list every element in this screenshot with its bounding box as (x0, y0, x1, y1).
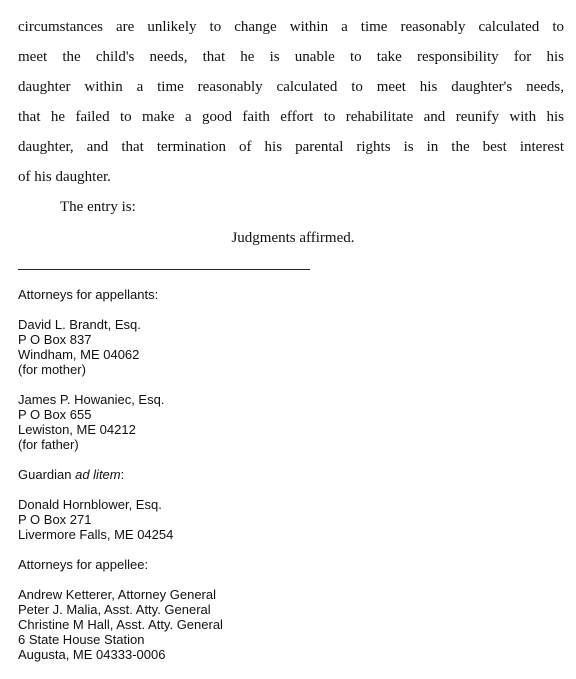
disposition: Judgments affirmed. (231, 230, 355, 246)
guardian-heading-suffix: : (120, 467, 125, 482)
guardian-heading-italic: ad litem (75, 467, 121, 482)
counsel-name: James P. Howaniec, Esq. (18, 392, 165, 407)
guardian-block (18, 497, 438, 542)
guardian-heading (18, 467, 438, 482)
counsel-address: Livermore Falls, ME 04254 (18, 527, 174, 542)
counsel-address: P O Box 837 (18, 332, 92, 347)
counsel-address: Lewiston, ME 04212 (18, 422, 136, 437)
counsel-name: David L. Brandt, Esq. (18, 317, 141, 332)
counsel-block-mother (18, 317, 438, 377)
counsel-line: 6 State House Station (18, 632, 145, 647)
appellants-heading: Attorneys for appellants: (18, 287, 159, 302)
paragraph-line: that he failed to make a good faith effort to rehabilitate and reunify with his (18, 109, 564, 125)
guardian-heading-prefix: Guardian (18, 467, 76, 482)
opinion-paragraph (18, 12, 564, 192)
counsel-line: Peter J. Malia, Asst. Atty. General (18, 602, 211, 617)
appellee-block (18, 587, 438, 662)
entry-label: The entry is: (60, 199, 136, 215)
paragraph-line: daughter within a time reasonably calculated to meet his daughter's needs, (18, 79, 564, 95)
counsel-address: Windham, ME 04062 (18, 347, 140, 362)
appellee-heading: Attorneys for appellee: (18, 557, 149, 572)
paragraph-line: meet the child's needs, that he is unable to take responsibility for his (18, 49, 564, 65)
counsel-line: Augusta, ME 04333-0006 (18, 647, 166, 662)
counsel-address: P O Box 271 (18, 512, 92, 527)
counsel-line: Andrew Ketterer, Attorney General (18, 587, 216, 602)
counsel-role: (for mother) (18, 362, 86, 377)
counsel-block-father (18, 392, 438, 452)
counsel-line: Christine M Hall, Asst. Atty. General (18, 617, 223, 632)
paragraph-line: of his daughter. (18, 169, 111, 185)
separator-rule (18, 269, 310, 270)
counsel-listing (18, 287, 438, 677)
counsel-role: (for father) (18, 437, 79, 452)
paragraph-line: circumstances are unlikely to change within a time reasonably calculated to (18, 19, 564, 35)
paragraph-line: daughter, and that termination of his parental rights is in the best interest (18, 139, 564, 155)
counsel-name: Donald Hornblower, Esq. (18, 497, 162, 512)
counsel-address: P O Box 655 (18, 407, 92, 422)
